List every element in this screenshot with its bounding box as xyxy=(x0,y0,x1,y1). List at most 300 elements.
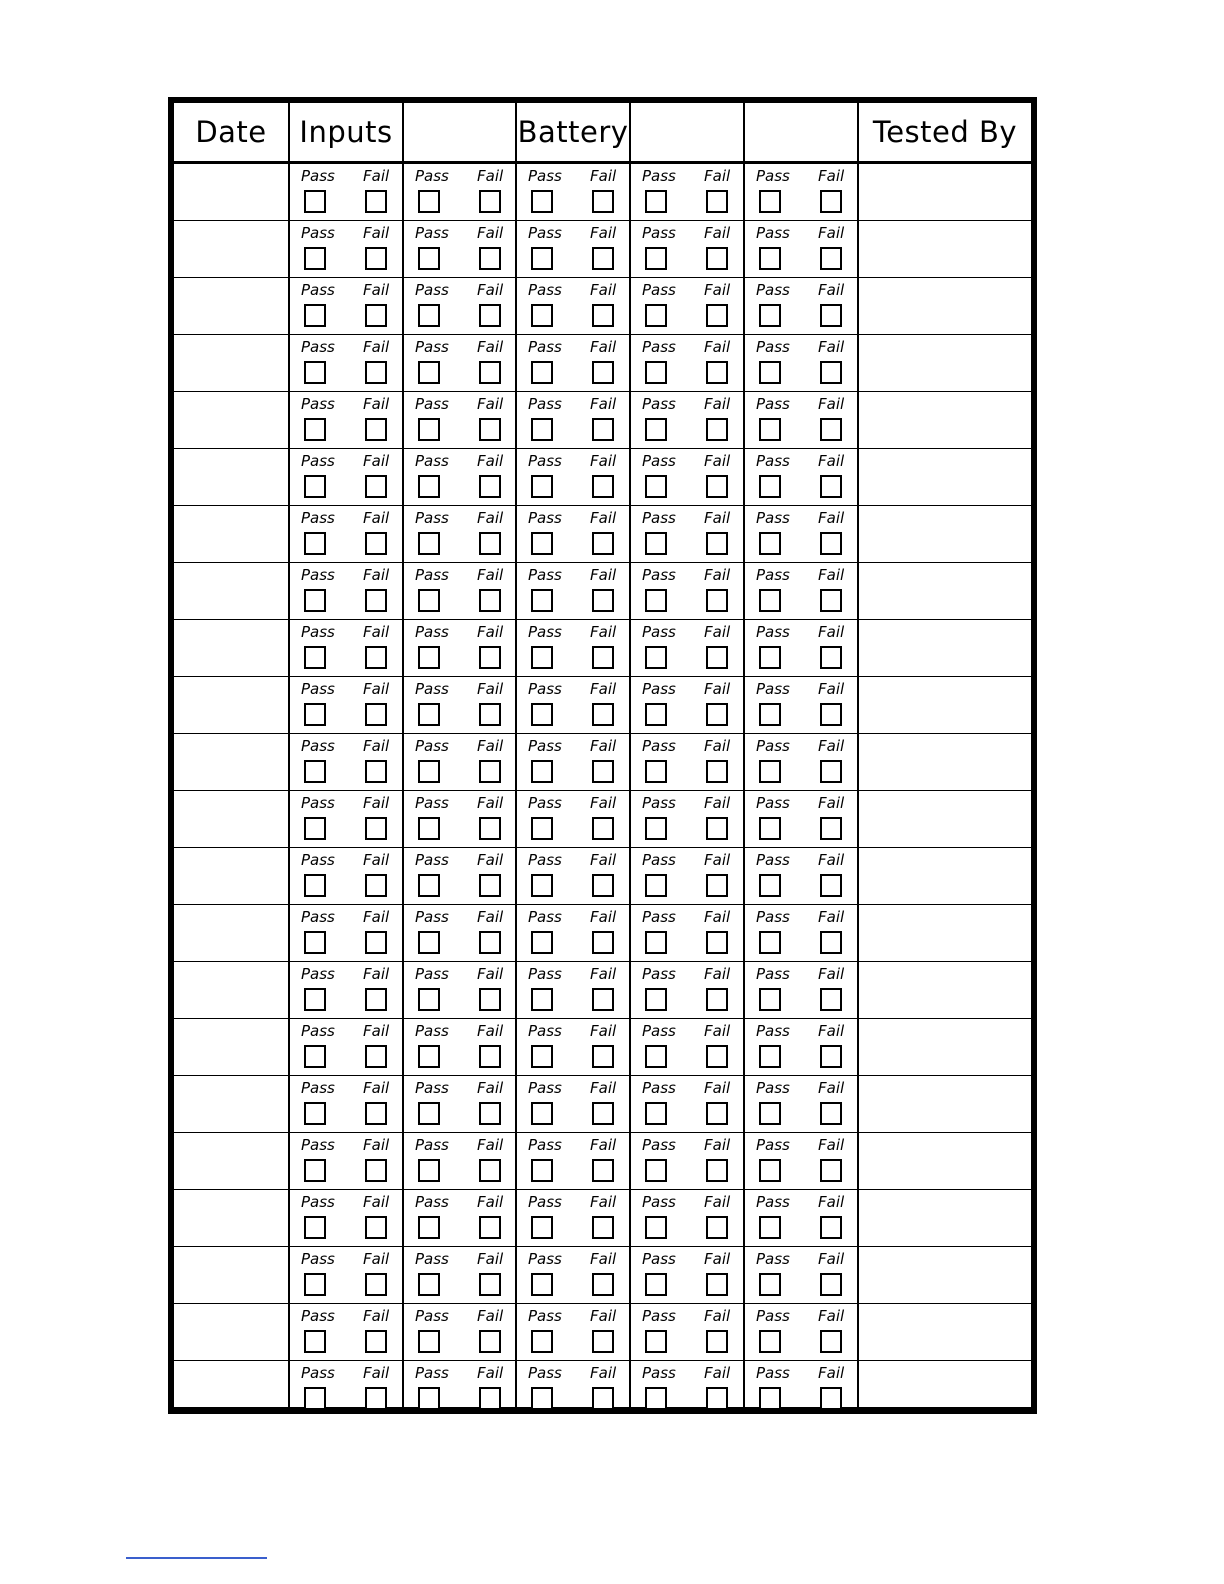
pass-checkbox[interactable] xyxy=(418,817,440,840)
date-cell[interactable] xyxy=(174,962,288,1018)
pass-checkbox[interactable] xyxy=(418,646,440,669)
table-row xyxy=(174,791,1031,848)
fail-checkbox[interactable] xyxy=(820,247,842,270)
fail-checkbox[interactable] xyxy=(820,874,842,897)
fail-checkbox[interactable] xyxy=(820,190,842,213)
pass-label: Pass xyxy=(528,1193,562,1211)
fail-checkbox[interactable] xyxy=(592,760,614,783)
date-cell[interactable] xyxy=(174,506,288,562)
pass-checkbox[interactable] xyxy=(759,1387,781,1410)
pass-checkbox[interactable] xyxy=(645,1273,667,1296)
pass-checkbox[interactable] xyxy=(531,703,553,726)
fail-checkbox[interactable] xyxy=(706,1330,728,1353)
pass-checkbox[interactable] xyxy=(645,1387,667,1410)
header-battery: Battery xyxy=(517,115,629,149)
pass-label: Pass xyxy=(642,908,676,926)
pass-checkbox[interactable] xyxy=(531,874,553,897)
pass-checkbox[interactable] xyxy=(531,646,553,669)
pass-checkbox[interactable] xyxy=(759,532,781,555)
pass-label: Pass xyxy=(642,1022,676,1040)
pass-checkbox[interactable] xyxy=(645,988,667,1011)
fail-checkbox[interactable] xyxy=(479,1045,501,1068)
tested-by-cell[interactable] xyxy=(860,791,1031,847)
fail-checkbox[interactable] xyxy=(592,1330,614,1353)
pass-checkbox[interactable] xyxy=(304,646,326,669)
fail-label: Fail xyxy=(477,167,504,185)
table-row xyxy=(174,848,1031,905)
pass-checkbox[interactable] xyxy=(531,1330,553,1353)
fail-checkbox[interactable] xyxy=(592,475,614,498)
fail-checkbox[interactable] xyxy=(479,988,501,1011)
date-cell[interactable] xyxy=(174,905,288,961)
pass-checkbox[interactable] xyxy=(304,1387,326,1410)
fail-checkbox[interactable] xyxy=(365,589,387,612)
pass-checkbox[interactable] xyxy=(304,703,326,726)
pass-checkbox[interactable] xyxy=(531,1387,553,1410)
pass-checkbox[interactable] xyxy=(759,190,781,213)
pass-label: Pass xyxy=(301,1136,335,1154)
fail-checkbox[interactable] xyxy=(706,817,728,840)
date-cell[interactable] xyxy=(174,1076,288,1132)
pass-checkbox[interactable] xyxy=(304,1273,326,1296)
fail-checkbox[interactable] xyxy=(592,988,614,1011)
date-cell[interactable] xyxy=(174,734,288,790)
pass-checkbox[interactable] xyxy=(645,304,667,327)
pass-checkbox[interactable] xyxy=(418,1159,440,1182)
fail-checkbox[interactable] xyxy=(365,418,387,441)
pass-checkbox[interactable] xyxy=(418,1045,440,1068)
pass-checkbox[interactable] xyxy=(645,1330,667,1353)
pass-checkbox[interactable] xyxy=(645,874,667,897)
fail-checkbox[interactable] xyxy=(479,931,501,954)
fail-label: Fail xyxy=(363,281,390,299)
fail-label: Fail xyxy=(590,1307,617,1325)
pass-checkbox[interactable] xyxy=(759,1273,781,1296)
pass-checkbox[interactable] xyxy=(304,988,326,1011)
table-row xyxy=(174,449,1031,506)
pass-checkbox[interactable] xyxy=(531,760,553,783)
pass-checkbox[interactable] xyxy=(418,1102,440,1125)
fail-checkbox[interactable] xyxy=(820,817,842,840)
pass-checkbox[interactable] xyxy=(418,1330,440,1353)
tested-by-cell[interactable] xyxy=(860,392,1031,448)
pass-checkbox[interactable] xyxy=(759,475,781,498)
pass-label: Pass xyxy=(415,1022,449,1040)
pass-checkbox[interactable] xyxy=(759,247,781,270)
fail-checkbox[interactable] xyxy=(479,874,501,897)
fail-checkbox[interactable] xyxy=(706,532,728,555)
tested-by-cell[interactable] xyxy=(860,1133,1031,1189)
date-cell[interactable] xyxy=(174,563,288,619)
pass-checkbox[interactable] xyxy=(645,1159,667,1182)
fail-checkbox[interactable] xyxy=(820,418,842,441)
fail-checkbox[interactable] xyxy=(479,418,501,441)
fail-checkbox[interactable] xyxy=(706,931,728,954)
pass-checkbox[interactable] xyxy=(759,931,781,954)
fail-label: Fail xyxy=(477,1364,504,1382)
fail-checkbox[interactable] xyxy=(365,532,387,555)
pass-checkbox[interactable] xyxy=(531,361,553,384)
pass-checkbox[interactable] xyxy=(304,931,326,954)
fail-label: Fail xyxy=(477,851,504,869)
tested-by-cell[interactable] xyxy=(860,1019,1031,1075)
tested-by-cell[interactable] xyxy=(860,905,1031,961)
fail-checkbox[interactable] xyxy=(365,760,387,783)
fail-label: Fail xyxy=(818,1364,845,1382)
pass-checkbox[interactable] xyxy=(418,760,440,783)
pass-checkbox[interactable] xyxy=(531,1273,553,1296)
pass-checkbox[interactable] xyxy=(645,646,667,669)
fail-checkbox[interactable] xyxy=(479,760,501,783)
pass-checkbox[interactable] xyxy=(304,1330,326,1353)
pass-label: Pass xyxy=(756,680,790,698)
tested-by-cell[interactable] xyxy=(860,221,1031,277)
fail-checkbox[interactable] xyxy=(592,532,614,555)
pass-label: Pass xyxy=(642,737,676,755)
table-row xyxy=(174,734,1031,791)
fail-checkbox[interactable] xyxy=(479,532,501,555)
pass-label: Pass xyxy=(756,794,790,812)
pass-checkbox[interactable] xyxy=(645,931,667,954)
tested-by-cell[interactable] xyxy=(860,1190,1031,1246)
tested-by-cell[interactable] xyxy=(860,278,1031,334)
date-cell[interactable] xyxy=(174,677,288,733)
fail-checkbox[interactable] xyxy=(365,1102,387,1125)
tested-by-cell[interactable] xyxy=(860,848,1031,904)
fail-label: Fail xyxy=(704,167,731,185)
fail-checkbox[interactable] xyxy=(592,931,614,954)
fail-checkbox[interactable] xyxy=(706,1387,728,1410)
fail-checkbox[interactable] xyxy=(706,1216,728,1239)
date-cell[interactable] xyxy=(174,620,288,676)
fail-checkbox[interactable] xyxy=(706,1273,728,1296)
tested-by-cell[interactable] xyxy=(860,734,1031,790)
pass-checkbox[interactable] xyxy=(645,532,667,555)
date-cell[interactable] xyxy=(174,278,288,334)
pass-checkbox[interactable] xyxy=(531,988,553,1011)
pass-checkbox[interactable] xyxy=(418,988,440,1011)
pass-checkbox[interactable] xyxy=(418,532,440,555)
pass-checkbox[interactable] xyxy=(304,1045,326,1068)
fail-label: Fail xyxy=(818,1136,845,1154)
pass-checkbox[interactable] xyxy=(304,532,326,555)
pass-checkbox[interactable] xyxy=(418,475,440,498)
fail-checkbox[interactable] xyxy=(820,703,842,726)
fail-checkbox[interactable] xyxy=(592,1159,614,1182)
fail-checkbox[interactable] xyxy=(365,361,387,384)
pass-checkbox[interactable] xyxy=(759,874,781,897)
fail-checkbox[interactable] xyxy=(706,418,728,441)
fail-checkbox[interactable] xyxy=(592,646,614,669)
pass-checkbox[interactable] xyxy=(304,874,326,897)
fail-checkbox[interactable] xyxy=(706,1159,728,1182)
fail-checkbox[interactable] xyxy=(706,304,728,327)
fail-checkbox[interactable] xyxy=(479,475,501,498)
fail-checkbox[interactable] xyxy=(479,817,501,840)
fail-checkbox[interactable] xyxy=(365,874,387,897)
fail-checkbox[interactable] xyxy=(706,1102,728,1125)
fail-checkbox[interactable] xyxy=(820,1387,842,1410)
fail-checkbox[interactable] xyxy=(365,1330,387,1353)
pass-checkbox[interactable] xyxy=(759,1330,781,1353)
date-cell[interactable] xyxy=(174,1361,288,1417)
pass-checkbox[interactable] xyxy=(418,247,440,270)
fail-checkbox[interactable] xyxy=(820,475,842,498)
date-cell[interactable] xyxy=(174,164,288,220)
date-cell[interactable] xyxy=(174,392,288,448)
pass-checkbox[interactable] xyxy=(645,190,667,213)
date-cell[interactable] xyxy=(174,449,288,505)
fail-checkbox[interactable] xyxy=(592,361,614,384)
tested-by-cell[interactable] xyxy=(860,449,1031,505)
fail-label: Fail xyxy=(818,794,845,812)
fail-checkbox[interactable] xyxy=(479,1273,501,1296)
fail-checkbox[interactable] xyxy=(365,931,387,954)
pass-checkbox[interactable] xyxy=(759,646,781,669)
fail-checkbox[interactable] xyxy=(820,304,842,327)
date-cell[interactable] xyxy=(174,221,288,277)
tested-by-cell[interactable] xyxy=(860,1247,1031,1303)
fail-checkbox[interactable] xyxy=(365,190,387,213)
pass-checkbox[interactable] xyxy=(645,1045,667,1068)
fail-checkbox[interactable] xyxy=(479,361,501,384)
fail-checkbox[interactable] xyxy=(365,247,387,270)
fail-label: Fail xyxy=(363,1364,390,1382)
pass-checkbox[interactable] xyxy=(531,589,553,612)
pass-checkbox[interactable] xyxy=(645,1102,667,1125)
fail-checkbox[interactable] xyxy=(706,1045,728,1068)
fail-checkbox[interactable] xyxy=(820,1159,842,1182)
fail-label: Fail xyxy=(704,395,731,413)
pass-checkbox[interactable] xyxy=(759,304,781,327)
fail-checkbox[interactable] xyxy=(706,646,728,669)
pass-checkbox[interactable] xyxy=(531,532,553,555)
pass-checkbox[interactable] xyxy=(531,247,553,270)
pass-checkbox[interactable] xyxy=(304,1216,326,1239)
pass-checkbox[interactable] xyxy=(759,988,781,1011)
fail-label: Fail xyxy=(590,566,617,584)
tested-by-cell[interactable] xyxy=(860,1304,1031,1360)
fail-checkbox[interactable] xyxy=(820,1216,842,1239)
date-cell[interactable] xyxy=(174,848,288,904)
pass-checkbox[interactable] xyxy=(645,247,667,270)
fail-checkbox[interactable] xyxy=(479,1159,501,1182)
pass-checkbox[interactable] xyxy=(418,304,440,327)
pass-checkbox[interactable] xyxy=(759,361,781,384)
fail-label: Fail xyxy=(590,224,617,242)
fail-checkbox[interactable] xyxy=(706,988,728,1011)
fail-label: Fail xyxy=(590,908,617,926)
fail-checkbox[interactable] xyxy=(592,589,614,612)
fail-checkbox[interactable] xyxy=(365,475,387,498)
fail-checkbox[interactable] xyxy=(365,1159,387,1182)
pass-checkbox[interactable] xyxy=(418,1216,440,1239)
pass-checkbox[interactable] xyxy=(531,304,553,327)
fail-checkbox[interactable] xyxy=(820,1045,842,1068)
pass-checkbox[interactable] xyxy=(531,475,553,498)
fail-checkbox[interactable] xyxy=(706,247,728,270)
fail-checkbox[interactable] xyxy=(706,760,728,783)
pass-checkbox[interactable] xyxy=(304,361,326,384)
pass-checkbox[interactable] xyxy=(304,247,326,270)
date-cell[interactable] xyxy=(174,1190,288,1246)
tested-by-cell[interactable] xyxy=(860,335,1031,391)
pass-checkbox[interactable] xyxy=(418,190,440,213)
fail-checkbox[interactable] xyxy=(592,247,614,270)
pass-checkbox[interactable] xyxy=(645,475,667,498)
pass-checkbox[interactable] xyxy=(418,874,440,897)
fail-checkbox[interactable] xyxy=(479,190,501,213)
pass-checkbox[interactable] xyxy=(531,931,553,954)
fail-checkbox[interactable] xyxy=(365,1387,387,1410)
pass-checkbox[interactable] xyxy=(531,1045,553,1068)
fail-checkbox[interactable] xyxy=(820,760,842,783)
fail-checkbox[interactable] xyxy=(592,703,614,726)
pass-checkbox[interactable] xyxy=(645,589,667,612)
pass-checkbox[interactable] xyxy=(531,1102,553,1125)
fail-checkbox[interactable] xyxy=(479,589,501,612)
fail-checkbox[interactable] xyxy=(592,1273,614,1296)
date-cell[interactable] xyxy=(174,1133,288,1189)
fail-label: Fail xyxy=(818,737,845,755)
fail-checkbox[interactable] xyxy=(365,1045,387,1068)
date-cell[interactable] xyxy=(174,1304,288,1360)
fail-checkbox[interactable] xyxy=(592,1045,614,1068)
date-cell[interactable] xyxy=(174,1247,288,1303)
pass-checkbox[interactable] xyxy=(418,361,440,384)
fail-checkbox[interactable] xyxy=(479,1387,501,1410)
fail-checkbox[interactable] xyxy=(592,1216,614,1239)
fail-checkbox[interactable] xyxy=(365,304,387,327)
pass-label: Pass xyxy=(756,1136,790,1154)
pass-checkbox[interactable] xyxy=(418,1387,440,1410)
fail-checkbox[interactable] xyxy=(706,475,728,498)
fail-checkbox[interactable] xyxy=(820,988,842,1011)
pass-checkbox[interactable] xyxy=(304,1102,326,1125)
tested-by-cell[interactable] xyxy=(860,1076,1031,1132)
pass-checkbox[interactable] xyxy=(304,418,326,441)
pass-checkbox[interactable] xyxy=(418,1273,440,1296)
fail-checkbox[interactable] xyxy=(592,817,614,840)
fail-checkbox[interactable] xyxy=(820,1273,842,1296)
tested-by-cell[interactable] xyxy=(860,164,1031,220)
fail-checkbox[interactable] xyxy=(592,304,614,327)
pass-checkbox[interactable] xyxy=(304,589,326,612)
fail-checkbox[interactable] xyxy=(479,646,501,669)
date-cell[interactable] xyxy=(174,335,288,391)
pass-checkbox[interactable] xyxy=(645,817,667,840)
pass-checkbox[interactable] xyxy=(759,1159,781,1182)
pass-checkbox[interactable] xyxy=(759,418,781,441)
fail-checkbox[interactable] xyxy=(479,304,501,327)
date-cell[interactable] xyxy=(174,791,288,847)
pass-checkbox[interactable] xyxy=(531,190,553,213)
fail-checkbox[interactable] xyxy=(820,532,842,555)
date-cell[interactable] xyxy=(174,1019,288,1075)
pass-checkbox[interactable] xyxy=(418,418,440,441)
fail-checkbox[interactable] xyxy=(479,1330,501,1353)
pass-checkbox[interactable] xyxy=(759,1216,781,1239)
tested-by-cell[interactable] xyxy=(860,962,1031,1018)
fail-checkbox[interactable] xyxy=(365,1273,387,1296)
fail-checkbox[interactable] xyxy=(706,190,728,213)
fail-label: Fail xyxy=(363,167,390,185)
fail-checkbox[interactable] xyxy=(479,703,501,726)
fail-checkbox[interactable] xyxy=(706,589,728,612)
fail-label: Fail xyxy=(363,737,390,755)
fail-checkbox[interactable] xyxy=(592,874,614,897)
fail-checkbox[interactable] xyxy=(706,874,728,897)
tested-by-cell[interactable] xyxy=(860,1361,1031,1417)
pass-label: Pass xyxy=(415,1079,449,1097)
pass-checkbox[interactable] xyxy=(304,475,326,498)
fail-checkbox[interactable] xyxy=(820,646,842,669)
fail-label: Fail xyxy=(818,224,845,242)
table-row xyxy=(174,278,1031,335)
pass-checkbox[interactable] xyxy=(418,703,440,726)
fail-label: Fail xyxy=(477,452,504,470)
pass-checkbox[interactable] xyxy=(759,1045,781,1068)
pass-checkbox[interactable] xyxy=(531,817,553,840)
fail-checkbox[interactable] xyxy=(706,361,728,384)
pass-checkbox[interactable] xyxy=(418,931,440,954)
pass-checkbox[interactable] xyxy=(304,304,326,327)
pass-checkbox[interactable] xyxy=(304,190,326,213)
pass-checkbox[interactable] xyxy=(645,703,667,726)
fail-checkbox[interactable] xyxy=(706,703,728,726)
tested-by-cell[interactable] xyxy=(860,620,1031,676)
fail-checkbox[interactable] xyxy=(592,1102,614,1125)
tested-by-cell[interactable] xyxy=(860,563,1031,619)
fail-checkbox[interactable] xyxy=(820,361,842,384)
pass-checkbox[interactable] xyxy=(759,1102,781,1125)
pass-checkbox[interactable] xyxy=(531,1159,553,1182)
pass-checkbox[interactable] xyxy=(531,1216,553,1239)
pass-checkbox[interactable] xyxy=(645,760,667,783)
tested-by-cell[interactable] xyxy=(860,506,1031,562)
pass-checkbox[interactable] xyxy=(304,760,326,783)
pass-checkbox[interactable] xyxy=(645,418,667,441)
pass-checkbox[interactable] xyxy=(759,589,781,612)
pass-checkbox[interactable] xyxy=(418,589,440,612)
fail-checkbox[interactable] xyxy=(592,1387,614,1410)
pass-checkbox[interactable] xyxy=(759,817,781,840)
fail-checkbox[interactable] xyxy=(365,988,387,1011)
fail-label: Fail xyxy=(477,737,504,755)
pass-checkbox[interactable] xyxy=(304,1159,326,1182)
pass-checkbox[interactable] xyxy=(645,1216,667,1239)
fail-checkbox[interactable] xyxy=(820,1102,842,1125)
fail-checkbox[interactable] xyxy=(820,1330,842,1353)
fail-checkbox[interactable] xyxy=(365,646,387,669)
tested-by-cell[interactable] xyxy=(860,677,1031,733)
fail-checkbox[interactable] xyxy=(479,1102,501,1125)
fail-checkbox[interactable] xyxy=(820,931,842,954)
fail-checkbox[interactable] xyxy=(365,817,387,840)
fail-checkbox[interactable] xyxy=(479,1216,501,1239)
pass-checkbox[interactable] xyxy=(645,361,667,384)
fail-checkbox[interactable] xyxy=(479,247,501,270)
pass-checkbox[interactable] xyxy=(304,817,326,840)
pass-checkbox[interactable] xyxy=(531,418,553,441)
fail-checkbox[interactable] xyxy=(592,190,614,213)
fail-checkbox[interactable] xyxy=(820,589,842,612)
fail-checkbox[interactable] xyxy=(365,1216,387,1239)
fail-checkbox[interactable] xyxy=(365,703,387,726)
fail-checkbox[interactable] xyxy=(592,418,614,441)
pass-checkbox[interactable] xyxy=(759,760,781,783)
pass-checkbox[interactable] xyxy=(759,703,781,726)
